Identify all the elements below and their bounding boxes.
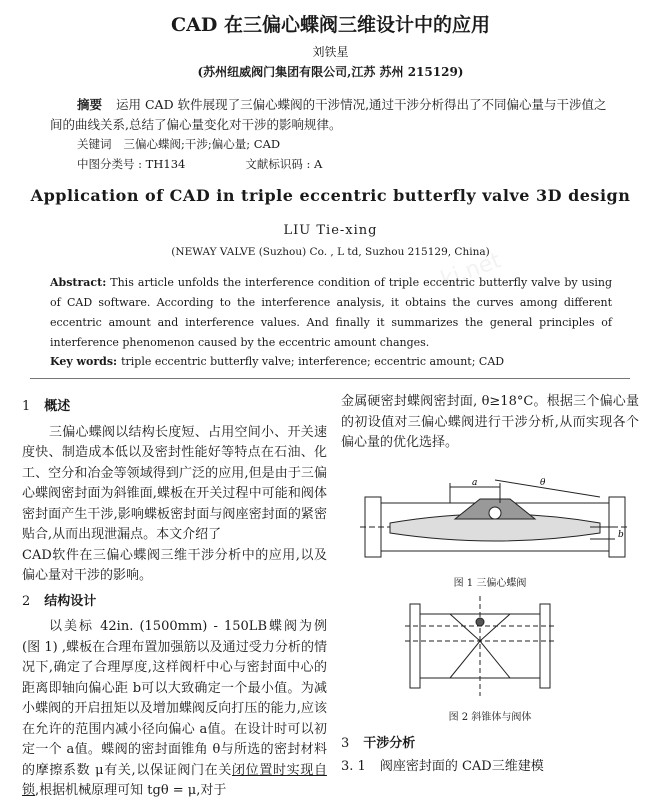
classification-row [77, 156, 382, 172]
section-1-heading [22, 397, 327, 418]
abstract-cn [50, 95, 615, 135]
watermark: ki.net [437, 248, 505, 293]
label-b: b [618, 530, 624, 540]
theta-line [495, 480, 600, 497]
label-a: a [472, 478, 478, 488]
right-column [341, 392, 639, 454]
abstract-en [50, 273, 612, 353]
keywords-en-text: triple eccentric butterfly valve; interference; eccentric amount; CAD [121, 355, 505, 368]
right-column-paragraph: 金属硬密封蝶阀密封面, θ≥18°C。根据三个偏心量的初设值对三偏心蝶阀进行干涉分析,从而实现各个偏心量的优化选择。 [341, 394, 639, 450]
section-3-title: 干涉分析 [363, 736, 416, 751]
section-1-paragraph: 三偏心蝶阀以结构长度短、占用空间小、开关速度快、制造成本低以及密封性能好等特点在石油、化工、空分和冶金等领域得到广泛的应用,但是由于三偏心蝶阀密封面为斜锥面,蝶板在开关过程中可能和阀体密封面产生干涉,影响蝶板密封面与阀座密封面的紧密贴合,从而出现泄漏点。本文介绍了 [22, 424, 327, 542]
affiliation-en: (NEWAY VALVE (Suzhou) Co. , L td, Suzhou 215129, China) [171, 246, 490, 258]
section-3-number: 3 [341, 736, 350, 751]
keywords-en [50, 355, 504, 368]
paper-title-en: Application of CAD in triple eccentric butterfly valve 3D design [30, 186, 631, 205]
section-1-number: 1 [22, 399, 31, 414]
section-2-text-end: ,根据机械原理可知 tgθ = μ,对于 [35, 783, 227, 798]
section-2-underlined-text: 闭位置时实现自锁 [22, 762, 327, 798]
section-1-title: 概述 [44, 399, 71, 414]
section-2-paragraph [22, 617, 327, 802]
author-en: LIU Tie-xing [283, 223, 378, 238]
section-2-text: 以美标 42in. (1500mm) - 150LB蝶阀为例 (图 1) ,蝶板在合理布置加强筋以及通过受力分析的情况下,确定了合理厚度,这样阀杆中心与密封面中心的距离即轴向偏心距 b可以大致确定一个最小值。为减小蝶阀的开启扭矩以及增加蝶阀反向打压的能力,应该在允许的范围内减小径向偏心 a值。在设计时可以初定一个 a值。蝶阀的密封面锥角 θ与所选的密封材料的摩擦系数 μ有关,以保证阀门在关 [22, 619, 327, 778]
section-3-heading [341, 732, 415, 751]
section-divider [30, 378, 630, 379]
document-code: 文献标识码 : A [245, 157, 323, 171]
figure-1-valve-drawing [360, 475, 630, 570]
affiliation-cn: (苏州纽威阀门集团有限公司,江苏 苏州 215129) [197, 65, 464, 79]
abstract-cn-label: 摘要 [77, 97, 103, 112]
abstract-en-label: Abstract: [50, 276, 107, 289]
figure-2-caption: 图 2 斜锥体与阀体 [448, 712, 532, 723]
clc-number: 中图分类号 : TH134 [77, 157, 186, 171]
section-2-number: 2 [22, 593, 31, 609]
label-theta: θ [540, 478, 546, 488]
left-column [22, 392, 327, 802]
keywords-en-label: Key words: [50, 355, 118, 368]
stem-point [476, 618, 484, 626]
keywords-cn [77, 136, 280, 152]
author-cn: 刘铁星 [312, 45, 349, 59]
section-2-title: 结构设计 [44, 593, 97, 609]
section-3-1-title: 阀座密封面的 CAD三维建模 [379, 759, 544, 774]
stem-circle [489, 507, 501, 519]
right-flange [540, 604, 550, 688]
section-3-1-number: 3. 1 [341, 759, 366, 774]
section-1-paragraph-cont: CAD软件在三偏心蝶阀三维干涉分析中的应用,以及偏心量对干涉的影响。 [22, 547, 327, 583]
keywords-cn-text: 三偏心蝶阀;干涉;偏心量; CAD [123, 137, 281, 151]
paper-title-cn: CAD 在三偏心蝶阀三维设计中的应用 [171, 14, 490, 36]
section-2-heading [22, 592, 327, 613]
keywords-cn-label: 关键词 [77, 137, 112, 151]
figure-1-caption: 图 1 三偏心蝶阀 [453, 578, 527, 589]
abstract-en-text: This article unfolds the interference condition of triple eccentric butterfly valve by using of CAD software. According to the interference analysis, it obtains the curves among different eccentric amount and interference values. And finally it summarizes the general principles of interference phenomenon caused by the eccentric amount changes. [50, 276, 612, 349]
left-flange [410, 604, 420, 688]
figure-2-cone-drawing [405, 596, 555, 696]
section-3-1-heading [341, 755, 544, 774]
abstract-cn-text: 运用 CAD 软件展现了三偏心蝶阀的干涉情况,通过干涉分析得出了不同偏心量与干涉值之间的曲线关系,总结了偏心量变化对干涉的影响规律。 [50, 97, 607, 132]
